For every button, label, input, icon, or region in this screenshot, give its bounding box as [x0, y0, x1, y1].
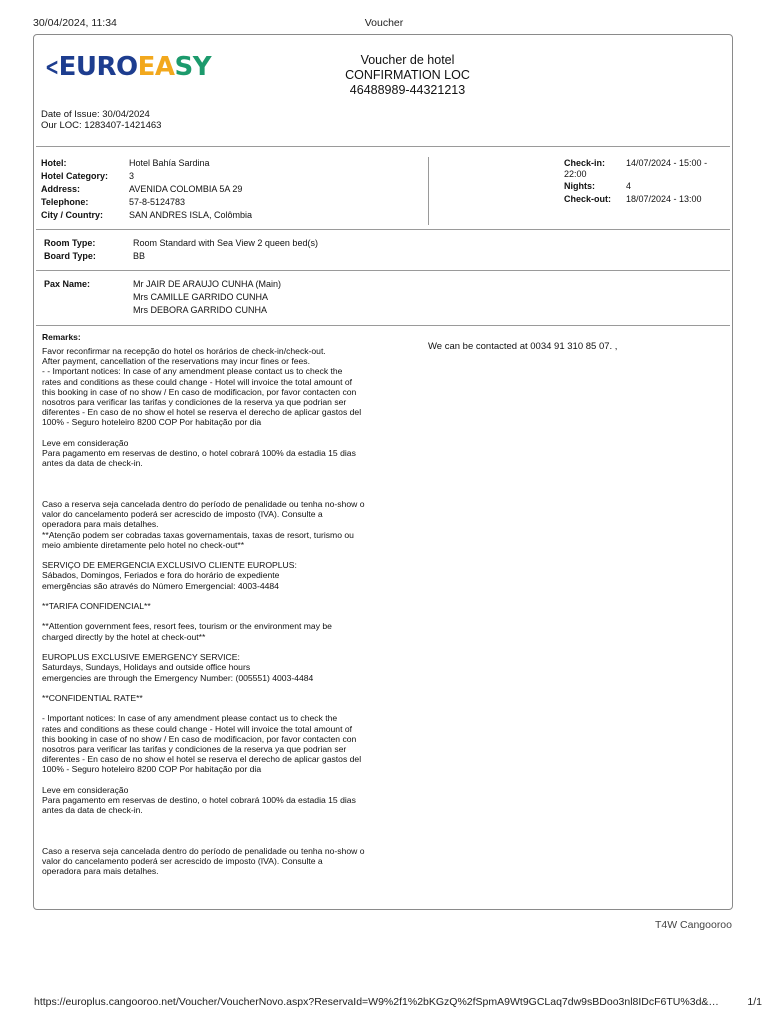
hotel-category: 3	[129, 171, 135, 181]
logo-arrow-icon: <	[44, 53, 59, 81]
footer-brand: T4W Cangooroo	[654, 919, 732, 931]
hotel-address: AVENIDA COLOMBIA 5A 29	[129, 184, 243, 194]
remarks-label: Remarks:	[42, 332, 81, 342]
pax-name: Mrs CAMILLE GARRIDO CUNHA	[133, 292, 269, 302]
hotel-telephone: 57-8-5124783	[129, 197, 186, 207]
city-country-label: City / Country:	[41, 210, 103, 220]
pax-name: Mrs DEBORA GARRIDO CUNHA	[133, 305, 268, 315]
euroeasy-logo: <EUROEASY	[44, 52, 212, 82]
nights-value: 4	[626, 181, 632, 191]
voucher-title: Voucher de hotel	[360, 53, 455, 67]
checkin-value-end: 22:00	[564, 169, 587, 179]
checkin-label: Check-in:	[564, 158, 606, 168]
address-label: Address:	[41, 184, 81, 194]
divider	[36, 146, 730, 147]
hotel-category-label: Hotel Category:	[41, 171, 109, 181]
board-type-value: BB	[133, 251, 146, 261]
page-number: 1/1	[747, 996, 762, 1008]
checkout-label: Check-out:	[564, 194, 611, 204]
checkout-value: 18/07/2024 - 13:00	[626, 194, 702, 204]
print-datetime: 30/04/2024, 11:34	[33, 17, 117, 29]
room-type-value: Room Standard with Sea View 2 queen bed(s)	[133, 238, 318, 248]
divider	[36, 325, 730, 326]
divider	[36, 229, 730, 230]
room-type-label: Room Type:	[44, 238, 96, 248]
date-of-issue: Date of Issue: 30/04/2024	[41, 109, 150, 120]
board-type-label: Board Type:	[44, 251, 96, 261]
pax-name: Mr JAIR DE ARAUJO CUNHA (Main)	[133, 279, 282, 289]
pax-name-label: Pax Name:	[44, 279, 91, 289]
our-loc: Our LOC: 1283407-1421463	[41, 120, 162, 131]
remarks-text: Favor reconfirmar na recepção do hotel os horários de check-in/check-out. After payment, cancellation of the reservations may incur fines or fees. - - Important notices: In case of any amendment please contact us to check the rates and conditions as these could change - Hotel will invoice the total amount of this booking in case of no show / En caso de modificacion, por favor contacten con nosotros para verificar las tarifas y condiciones de la reserva ya que podrian ser diferentes - En caso de no show el hotel se reserva el derecho de aplicar gastos del 100% - Seguro hoteleiro 8200 COP Por habitação por dia Leve em consideração Para pagamento em reservas de destino, o hotel cobrará 100% da estadia 15 dias antes da data de check-in. Caso a reserva seja cancelada dentro do período de penalidade ou tenha no-show o valor do cancelamento poderá ser acrescido de imposto (IVA). Consulte a operadora para mais detalhes. **Atenção podem ser cobradas taxas governamentais, taxas de resort, turismo ou meio ambiente diretamente pelo hotel no check-out** SERVIÇO DE EMERGENCIA EXCLUSIVO CLIENTE EUROPLUS: Sábados, Domingos, Feriados e fora do horário de expediente emergências são através do Número Emergencial: 4003-4484 **TARIFA CONFIDENCIAL** **Attention government fees, resort fees, tourism or the environment may be charged directly by the hotel at check-out** EUROPLUS EXCLUSIVE EMERGENCY SERVICE: Saturdays, Sundays, Holidays and outside office hours emergencies are through the Emergency Number: (005551) 4003-4484 **CONFIDENTIAL RATE** - Important notices: In case of any amendment please contact us to check the rates and conditions as these could change - Hotel will invoice the total amount of this booking in case of no show / En caso de modificacion, por favor contacten con nosotros para verificar las tarifas y condiciones de la reserva ya que podrian ser diferentes - En caso de no show el hotel se reserva el derecho de aplicar gastos del 100% - Seguro hoteleiro 8200 COP Por habitação por dia Leve em consideração Para pagamento em reservas de destino, o hotel cobrará 100% da estadia 15 dias antes da data de check-in. Caso a reserva seja cancelada dentro do período de penalidade ou tenha no-show o valor do cancelamento poderá ser acrescido de imposto (IVA). Consulte a operadora para mais detalhes.	[42, 346, 365, 877]
confirmation-label: CONFIRMATION LOC	[345, 68, 470, 82]
hotel-name: Hotel Bahía Sardina	[129, 158, 210, 168]
loc-number: 46488989-44321213	[349, 83, 466, 97]
page-url: https://europlus.cangooroo.net/Voucher/VoucherNovo.aspx?ReservaId=W9%2f1%2bKGzQ%2fSpmA9Wt9GCLaq7dw9sBDoo3nl8IDcF6TU%3d&…	[34, 996, 719, 1008]
nights-label: Nights:	[564, 181, 595, 191]
checkin-value: 14/07/2024 - 15:00 -	[626, 158, 708, 168]
divider	[36, 270, 730, 271]
hotel-city-country: SAN ANDRES ISLA, Colômbia	[129, 210, 253, 220]
contact-info: We can be contacted at 0034 91 310 85 07. ,	[428, 341, 618, 352]
print-title: Voucher	[364, 17, 404, 29]
column-divider	[428, 157, 429, 225]
telephone-label: Telephone:	[41, 197, 89, 207]
hotel-label: Hotel:	[41, 158, 67, 168]
